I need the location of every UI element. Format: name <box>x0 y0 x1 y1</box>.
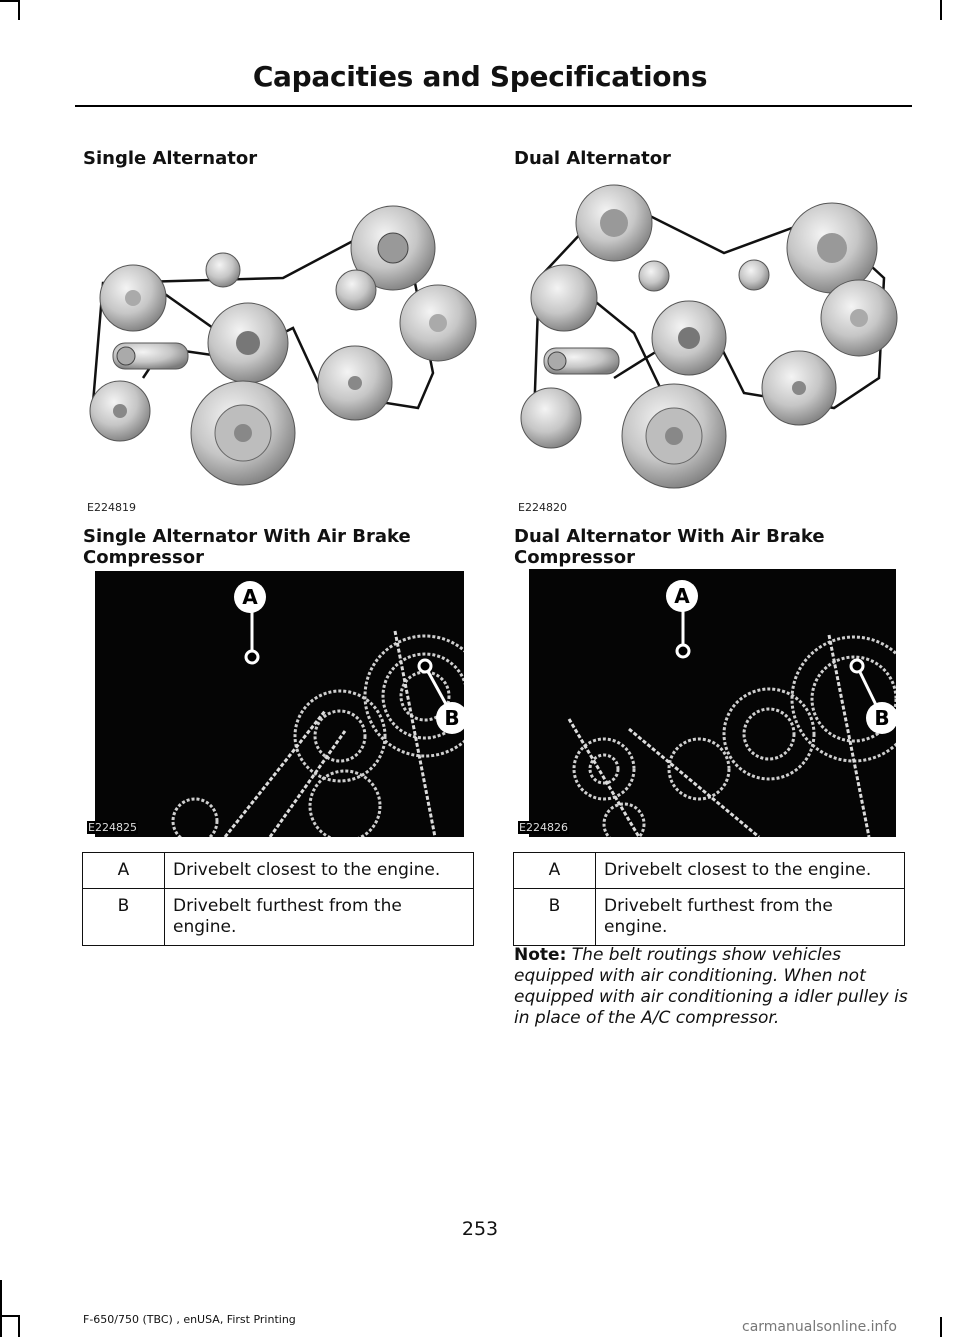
callout-b-label: B <box>874 706 890 730</box>
legend-table-left <box>82 852 474 946</box>
legend-description: Drivebelt furthest from the engine. <box>596 889 905 946</box>
compressor-belt-illustration <box>529 569 896 837</box>
legend-key: B <box>83 889 165 946</box>
compressor-belt-illustration <box>95 571 464 837</box>
dual-alternator-belt-diagram <box>514 178 910 498</box>
crop-mark <box>18 0 20 20</box>
dual-alternator-compressor-diagram <box>529 569 896 837</box>
crop-mark <box>0 0 20 2</box>
legend-description: Drivebelt furthest from the engine. <box>165 889 474 946</box>
note-text: The belt routings show vehicles equipped with air conditioning. When not equipped with air conditioning a idler pulley is in place of the A/C compressor. <box>514 945 908 1028</box>
callout-a-label: A <box>242 585 258 609</box>
table-row <box>514 889 905 946</box>
page-number: 253 <box>461 1218 499 1240</box>
crop-mark <box>0 1280 2 1337</box>
header-rule <box>75 105 912 107</box>
legend-table-right <box>513 852 905 946</box>
watermark: carmanualsonline.info <box>742 1319 897 1335</box>
table-row <box>514 853 905 889</box>
belt-routing-illustration <box>514 178 910 498</box>
figure-id-single-alternator-compressor: E224825 <box>88 821 137 834</box>
note-paragraph <box>514 945 910 1029</box>
footer-printing: F-650/750 (TBC) , enUSA, First Printing <box>83 1313 296 1326</box>
legend-description: Drivebelt closest to the engine. <box>165 853 474 889</box>
section-heading-single-alternator-compressor: Single Alternator With Air Brake Compressor <box>83 526 411 568</box>
note-label: Note: <box>514 945 567 965</box>
single-alternator-compressor-diagram <box>95 571 464 837</box>
belt-routing-illustration <box>83 178 478 498</box>
crop-mark <box>940 0 942 20</box>
section-heading-dual-alternator: Dual Alternator <box>514 148 671 169</box>
callout-b-label: B <box>444 706 460 730</box>
legend-description: Drivebelt closest to the engine. <box>596 853 905 889</box>
callout-a-label: A <box>674 584 690 608</box>
crop-mark <box>940 1317 942 1337</box>
section-heading-dual-alternator-compressor: Dual Alternator With Air Brake Compressor <box>514 526 825 568</box>
figure-id-single-alternator: E224819 <box>87 501 136 514</box>
crop-mark <box>18 1317 20 1337</box>
legend-key: A <box>514 853 596 889</box>
section-heading-single-alternator: Single Alternator <box>83 148 258 169</box>
legend-key: B <box>514 889 596 946</box>
table-row <box>83 889 474 946</box>
single-alternator-belt-diagram <box>83 178 478 498</box>
figure-id-dual-alternator: E224820 <box>518 501 567 514</box>
legend-key: A <box>83 853 165 889</box>
table-row <box>83 853 474 889</box>
crop-mark <box>0 1315 20 1317</box>
page-title: Capacities and Specifications <box>252 60 708 93</box>
figure-id-dual-alternator-compressor: E224826 <box>519 821 568 834</box>
